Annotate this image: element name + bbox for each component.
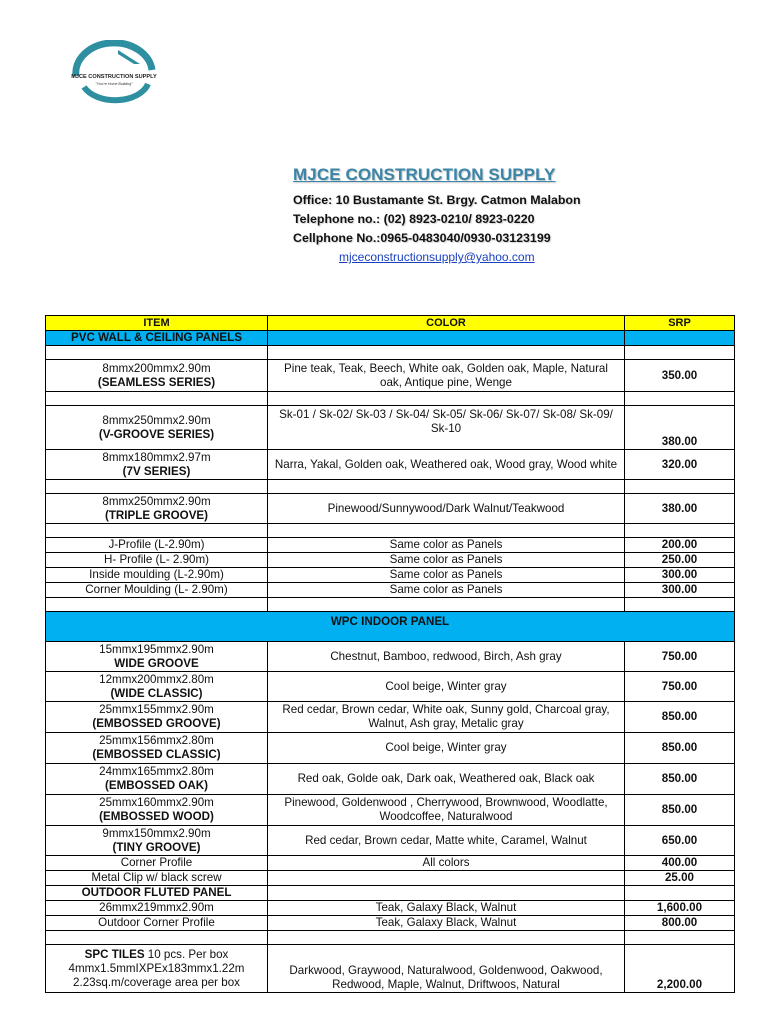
cellphone: Cellphone No.:0965-0483040/0930-03123199 (293, 231, 551, 245)
spc-title: SPC TILES (84, 947, 145, 961)
item-srp: 750.00 (625, 642, 735, 672)
item-size: 15mmx195mmx2.90m (99, 642, 214, 656)
email-link[interactable]: mjceconstructionsupply@yahoo.com (339, 250, 535, 264)
table-row (46, 672, 735, 702)
table-row (46, 945, 735, 993)
table-row (46, 538, 735, 553)
item-name: J-Profile (L-2.90m) (46, 538, 268, 553)
section-title: PVC WALL & CEILING PANELS (46, 331, 268, 346)
item-srp: 650.00 (625, 826, 735, 856)
table-row (46, 702, 735, 733)
item-srp: 1,600.00 (625, 901, 735, 916)
item-srp: 850.00 (625, 733, 735, 764)
item-color: All colors (268, 856, 625, 871)
item-color: Red cedar, Brown cedar, White oak, Sunny gold, Charcoal gray, Walnut, Ash gray, Metalic gray (268, 702, 625, 733)
item-srp: 380.00 (625, 406, 735, 450)
spc-size: 4mmx1.5mmIXPEx183mmx1.22m (68, 961, 245, 975)
spacer-row (46, 346, 735, 360)
item-srp: 200.00 (625, 538, 735, 553)
item-size: 25mmx156mmx2.80m (99, 734, 214, 747)
table-row (46, 916, 735, 931)
item-series: (EMBOSSED GROOVE) (92, 717, 221, 730)
item-srp: 850.00 (625, 764, 735, 795)
table-row (46, 450, 735, 480)
item-srp: 300.00 (625, 568, 735, 583)
item-series: (SEAMLESS SERIES) (97, 375, 216, 389)
item-color: Sk-01 / Sk-02/ Sk-03 / Sk-04/ Sk-05/ Sk-06/ Sk-07/ Sk-08/ Sk-09/ Sk-10 (268, 406, 625, 450)
spacer-row (46, 598, 735, 612)
item-size: 8mmx250mmx2.90m (102, 413, 211, 427)
item-series: (WIDE CLASSIC) (110, 686, 203, 700)
spacer-row (46, 480, 735, 494)
table-row (46, 886, 735, 901)
logo-tagline: "You're Home Building" (95, 82, 133, 86)
item-color: Darkwood, Graywood, Naturalwood, Goldenwood, Oakwood, Redwood, Maple, Walnut, Driftwoos, Natural (268, 945, 625, 993)
table-row (46, 568, 735, 583)
header-srp: SRP (625, 316, 735, 331)
item-series: (EMBOSSED OAK) (104, 779, 209, 792)
item-color: Cool beige, Winter gray (268, 672, 625, 702)
item-name: Corner Profile (46, 856, 268, 871)
price-table (45, 315, 735, 993)
item-series: (TRIPLE GROOVE) (104, 508, 209, 522)
telephone: Telephone no.: (02) 8923-0210/ 8923-0220 (293, 212, 535, 226)
item-color: Same color as Panels (268, 553, 625, 568)
item-series: (EMBOSSED WOOD) (99, 810, 214, 823)
item-srp: 800.00 (625, 916, 735, 931)
company-logo (62, 40, 166, 110)
item-srp: 850.00 (625, 702, 735, 733)
item-size: 12mmx200mmx2.80m (99, 672, 214, 686)
item-size: 8mmx200mmx2.90m (102, 361, 211, 375)
company-header (293, 165, 733, 266)
table-row (46, 642, 735, 672)
table-header-row (46, 316, 735, 331)
item-name: Metal Clip w/ black screw (46, 871, 268, 886)
item-size: 25mmx155mmx2.90m (99, 703, 214, 716)
item-name: 26mmx219mmx2.90m (46, 901, 268, 916)
table-row (46, 583, 735, 598)
spacer-row (46, 931, 735, 945)
header-item: ITEM (46, 316, 268, 331)
item-name: Inside moulding (L-2.90m) (46, 568, 268, 583)
table-row (46, 553, 735, 568)
item-srp: 320.00 (625, 450, 735, 480)
item-color: Pine teak, Teak, Beech, White oak, Golden oak, Maple, Natural oak, Antique pine, Wenge (268, 360, 625, 392)
item-size: 8mmx250mmx2.90m (102, 494, 211, 508)
table-row (46, 360, 735, 392)
item-color: Pinewood, Goldenwood , Cherrywood, Brownwood, Woodlatte, Woodcoffee, Naturalwood (268, 795, 625, 826)
item-series: WIDE GROOVE (114, 656, 199, 670)
table-row (46, 406, 735, 450)
item-series: (TINY GROOVE) (112, 840, 201, 854)
table-row (46, 856, 735, 871)
item-srp: 2,200.00 (625, 945, 735, 993)
spc-coverage: 2.23sq.m/coverage area per box (73, 975, 240, 989)
item-name: Outdoor Corner Profile (46, 916, 268, 931)
item-series: (V-GROOVE SERIES) (98, 427, 215, 441)
company-title: MJCE CONSTRUCTION SUPPLY (293, 165, 556, 184)
item-srp: 850.00 (625, 795, 735, 826)
item-color: Chestnut, Bamboo, redwood, Birch, Ash gray (268, 642, 625, 672)
item-srp: 250.00 (625, 553, 735, 568)
table-row (46, 733, 735, 764)
item-size: 25mmx160mmx2.90m (99, 796, 214, 809)
item-series: (EMBOSSED CLASSIC) (92, 748, 221, 761)
item-color: Same color as Panels (268, 583, 625, 598)
item-color: Pinewood/Sunnywood/Dark Walnut/Teakwood (268, 494, 625, 524)
table-row (46, 871, 735, 886)
table-row (46, 494, 735, 524)
item-color: Red cedar, Brown cedar, Matte white, Caramel, Walnut (268, 826, 625, 856)
item-size: 9mmx150mmx2.90m (102, 826, 211, 840)
item-size: 8mmx180mmx2.97m (102, 450, 211, 464)
outdoor-title: OUTDOOR FLUTED PANEL (46, 886, 268, 901)
spc-pack: 10 pcs. Per box (144, 947, 229, 961)
item-srp: 350.00 (625, 360, 735, 392)
item-srp: 25.00 (625, 871, 735, 886)
item-name: H- Profile (L- 2.90m) (46, 553, 268, 568)
section-row-pvc (46, 331, 735, 346)
table-row (46, 764, 735, 795)
item-name: Corner Moulding (L- 2.90m) (46, 583, 268, 598)
item-color: Same color as Panels (268, 538, 625, 553)
item-size: 24mmx165mmx2.80m (99, 765, 214, 778)
office-address: Office: 10 Bustamante St. Brgy. Catmon Malabon (293, 193, 581, 207)
table-row (46, 901, 735, 916)
item-srp: 380.00 (625, 494, 735, 524)
item-color: Cool beige, Winter gray (268, 733, 625, 764)
section-row-wpc (46, 612, 735, 642)
item-color (268, 871, 625, 886)
section-title: WPC INDOOR PANEL (46, 612, 735, 642)
item-color: Narra, Yakal, Golden oak, Weathered oak, Wood gray, Wood white (268, 450, 625, 480)
table-row (46, 826, 735, 856)
item-srp: 750.00 (625, 672, 735, 702)
item-color: Teak, Galaxy Black, Walnut (268, 901, 625, 916)
item-color: Red oak, Golde oak, Dark oak, Weathered oak, Black oak (268, 764, 625, 795)
item-srp: 400.00 (625, 856, 735, 871)
item-srp: 300.00 (625, 583, 735, 598)
header-color: COLOR (268, 316, 625, 331)
spacer-row (46, 392, 735, 406)
item-color: Same color as Panels (268, 568, 625, 583)
logo-name: MJCE CONSTRUCTION SUPPLY (71, 74, 157, 80)
table-row (46, 795, 735, 826)
item-series: (7V SERIES) (122, 464, 191, 478)
item-color: Teak, Galaxy Black, Walnut (268, 916, 625, 931)
spacer-row (46, 524, 735, 538)
